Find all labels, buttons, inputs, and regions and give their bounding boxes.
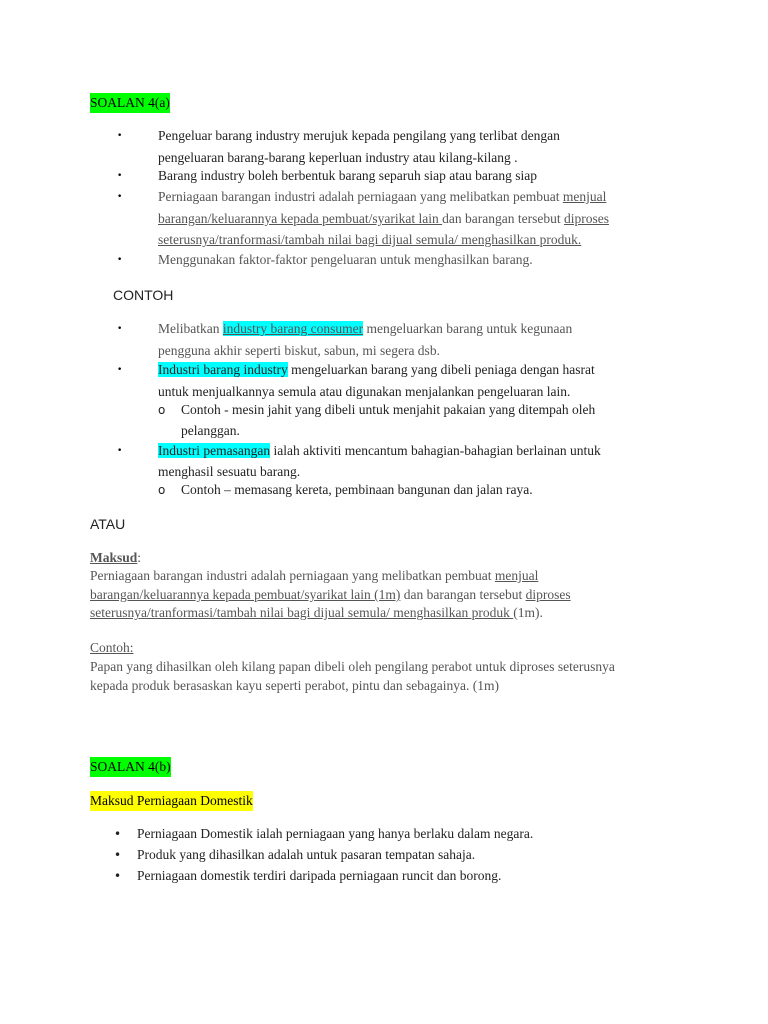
sub-bullet-icon: o — [158, 403, 166, 417]
domestik-bullet-2: Produk yang dihasilkan adalah untuk pasaran tempatan sahaja. — [137, 847, 476, 862]
text: Perniagaan barangan industri adalah perniagaan yang melibatkan pembuat — [158, 189, 563, 204]
underlined-text: menjual — [562, 189, 607, 204]
soalan-4a-heading: SOALAN 4(a) — [90, 93, 170, 113]
text: Melibatkan — [158, 321, 223, 336]
contoh-heading: CONTOH — [113, 287, 174, 303]
bullet-icon: • — [114, 827, 122, 841]
bullet-icon: • — [117, 255, 123, 265]
bullet-icon: • — [117, 131, 123, 141]
contoh-text-line-1: Papan yang dihasilkan oleh kilang papan dibeli oleh pengilang perabot untuk diproses seterusnya — [90, 659, 615, 674]
text: mengeluarkan barang untuk kegunaan — [363, 321, 573, 336]
bullet-3-line-2 — [158, 209, 609, 229]
maksud-line-2 — [90, 585, 571, 605]
contoh-label: Contoh: — [90, 640, 134, 655]
bullet-3-line-1 — [158, 187, 606, 207]
highlight-text: Industri barang industry — [158, 362, 288, 377]
contoh-item-2-line-2: untuk menjualkannya semula atau digunakan menjalankan pengeluaran lain. — [158, 384, 571, 399]
maksud-line-3 — [90, 603, 543, 623]
text: (1m). — [513, 605, 543, 620]
bullet-icon: • — [117, 171, 123, 181]
underlined-text: barangan/keluarannya kepada pembuat/syarikat lain (1m) — [90, 587, 401, 602]
underlined-text: diproses — [563, 211, 609, 226]
contoh-item-2-line-1 — [158, 360, 595, 380]
underlined-text: barangan/keluarannya kepada pembuat/syarikat lain — [158, 211, 443, 226]
bullet-icon: • — [117, 446, 123, 456]
underlined-text: diproses — [525, 587, 571, 602]
underlined-text: menjual — [494, 568, 539, 583]
contoh-item-1-line-1 — [158, 319, 572, 339]
maksud-perniagaan-domestik-heading: Maksud Perniagaan Domestik — [90, 791, 253, 811]
bullet-icon: • — [117, 324, 123, 334]
underlined-text: seterusnya/tranformasi/tambah nilai bagi dijual semula/ menghasilkan produk. — [158, 232, 582, 247]
text: dan barangan tersebut — [442, 211, 564, 226]
bullet-icon: • — [117, 192, 123, 202]
soalan-4b-heading: SOALAN 4(b) — [90, 757, 171, 777]
maksud-label — [90, 548, 141, 568]
colon: : — [137, 550, 142, 565]
text: Perniagaan barangan industri adalah perniagaan yang melibatkan pembuat — [90, 568, 495, 583]
sub-bullet-icon: o — [158, 483, 166, 497]
highlight-text: industry barang consumer — [222, 321, 364, 336]
text: mengeluarkan barang yang dibeli peniaga dengan hasrat — [287, 362, 595, 377]
contoh-item-2-sub-line-2: pelanggan. — [181, 423, 240, 438]
bullet-3-line-3 — [158, 230, 581, 250]
bullet-icon: • — [114, 848, 122, 862]
bullet-icon: • — [114, 869, 122, 883]
maksud-line-1 — [90, 566, 538, 586]
underlined-text: seterusnya/tranformasi/tambah nilai bagi dijual semula/ menghasilkan produk — [90, 605, 514, 620]
bullet-4-line-1: Menggunakan faktor-faktor pengeluaran untuk menghasilkan barang. — [158, 252, 533, 267]
contoh-item-3-line-1 — [158, 441, 601, 461]
bullet-2-line-1: Barang industry boleh berbentuk barang separuh siap atau barang siap — [158, 168, 538, 183]
contoh-text-line-2: kepada produk berasaskan kayu seperti perabot, pintu dan sebagainya. (1m) — [90, 678, 499, 693]
domestik-bullet-3: Perniagaan domestik terdiri daripada perniagaan runcit dan borong. — [137, 868, 502, 883]
bullet-1-line-1: Pengeluar barang industry merujuk kepada pengilang yang terlibat dengan — [158, 128, 560, 143]
contoh-item-3-sub-line-1: Contoh – memasang kereta, pembinaan bangunan dan jalan raya. — [181, 482, 533, 497]
contoh-item-2-sub-line-1: Contoh - mesin jahit yang dibeli untuk menjahit pakaian yang ditempah oleh — [181, 402, 596, 417]
bullet-icon: • — [117, 365, 123, 375]
contoh-item-1-line-2: pengguna akhir seperti biskut, sabun, mi segera dsb. — [158, 343, 440, 358]
maksud-label-text: Maksud — [90, 550, 138, 565]
highlight-text: Industri pemasangan — [158, 443, 271, 458]
atau-label: ATAU — [90, 516, 126, 532]
domestik-bullet-1: Perniagaan Domestik ialah perniagaan yang hanya berlaku dalam negara. — [137, 826, 534, 841]
text: ialah aktiviti mencantum bahagian-bahagian berlainan untuk — [270, 443, 601, 458]
bullet-1-line-2: pengeluaran barang-barang keperluan industry atau kilang-kilang . — [158, 150, 518, 165]
contoh-item-3-line-2: menghasil sesuatu barang. — [158, 464, 301, 479]
text: dan barangan tersebut — [400, 587, 526, 602]
